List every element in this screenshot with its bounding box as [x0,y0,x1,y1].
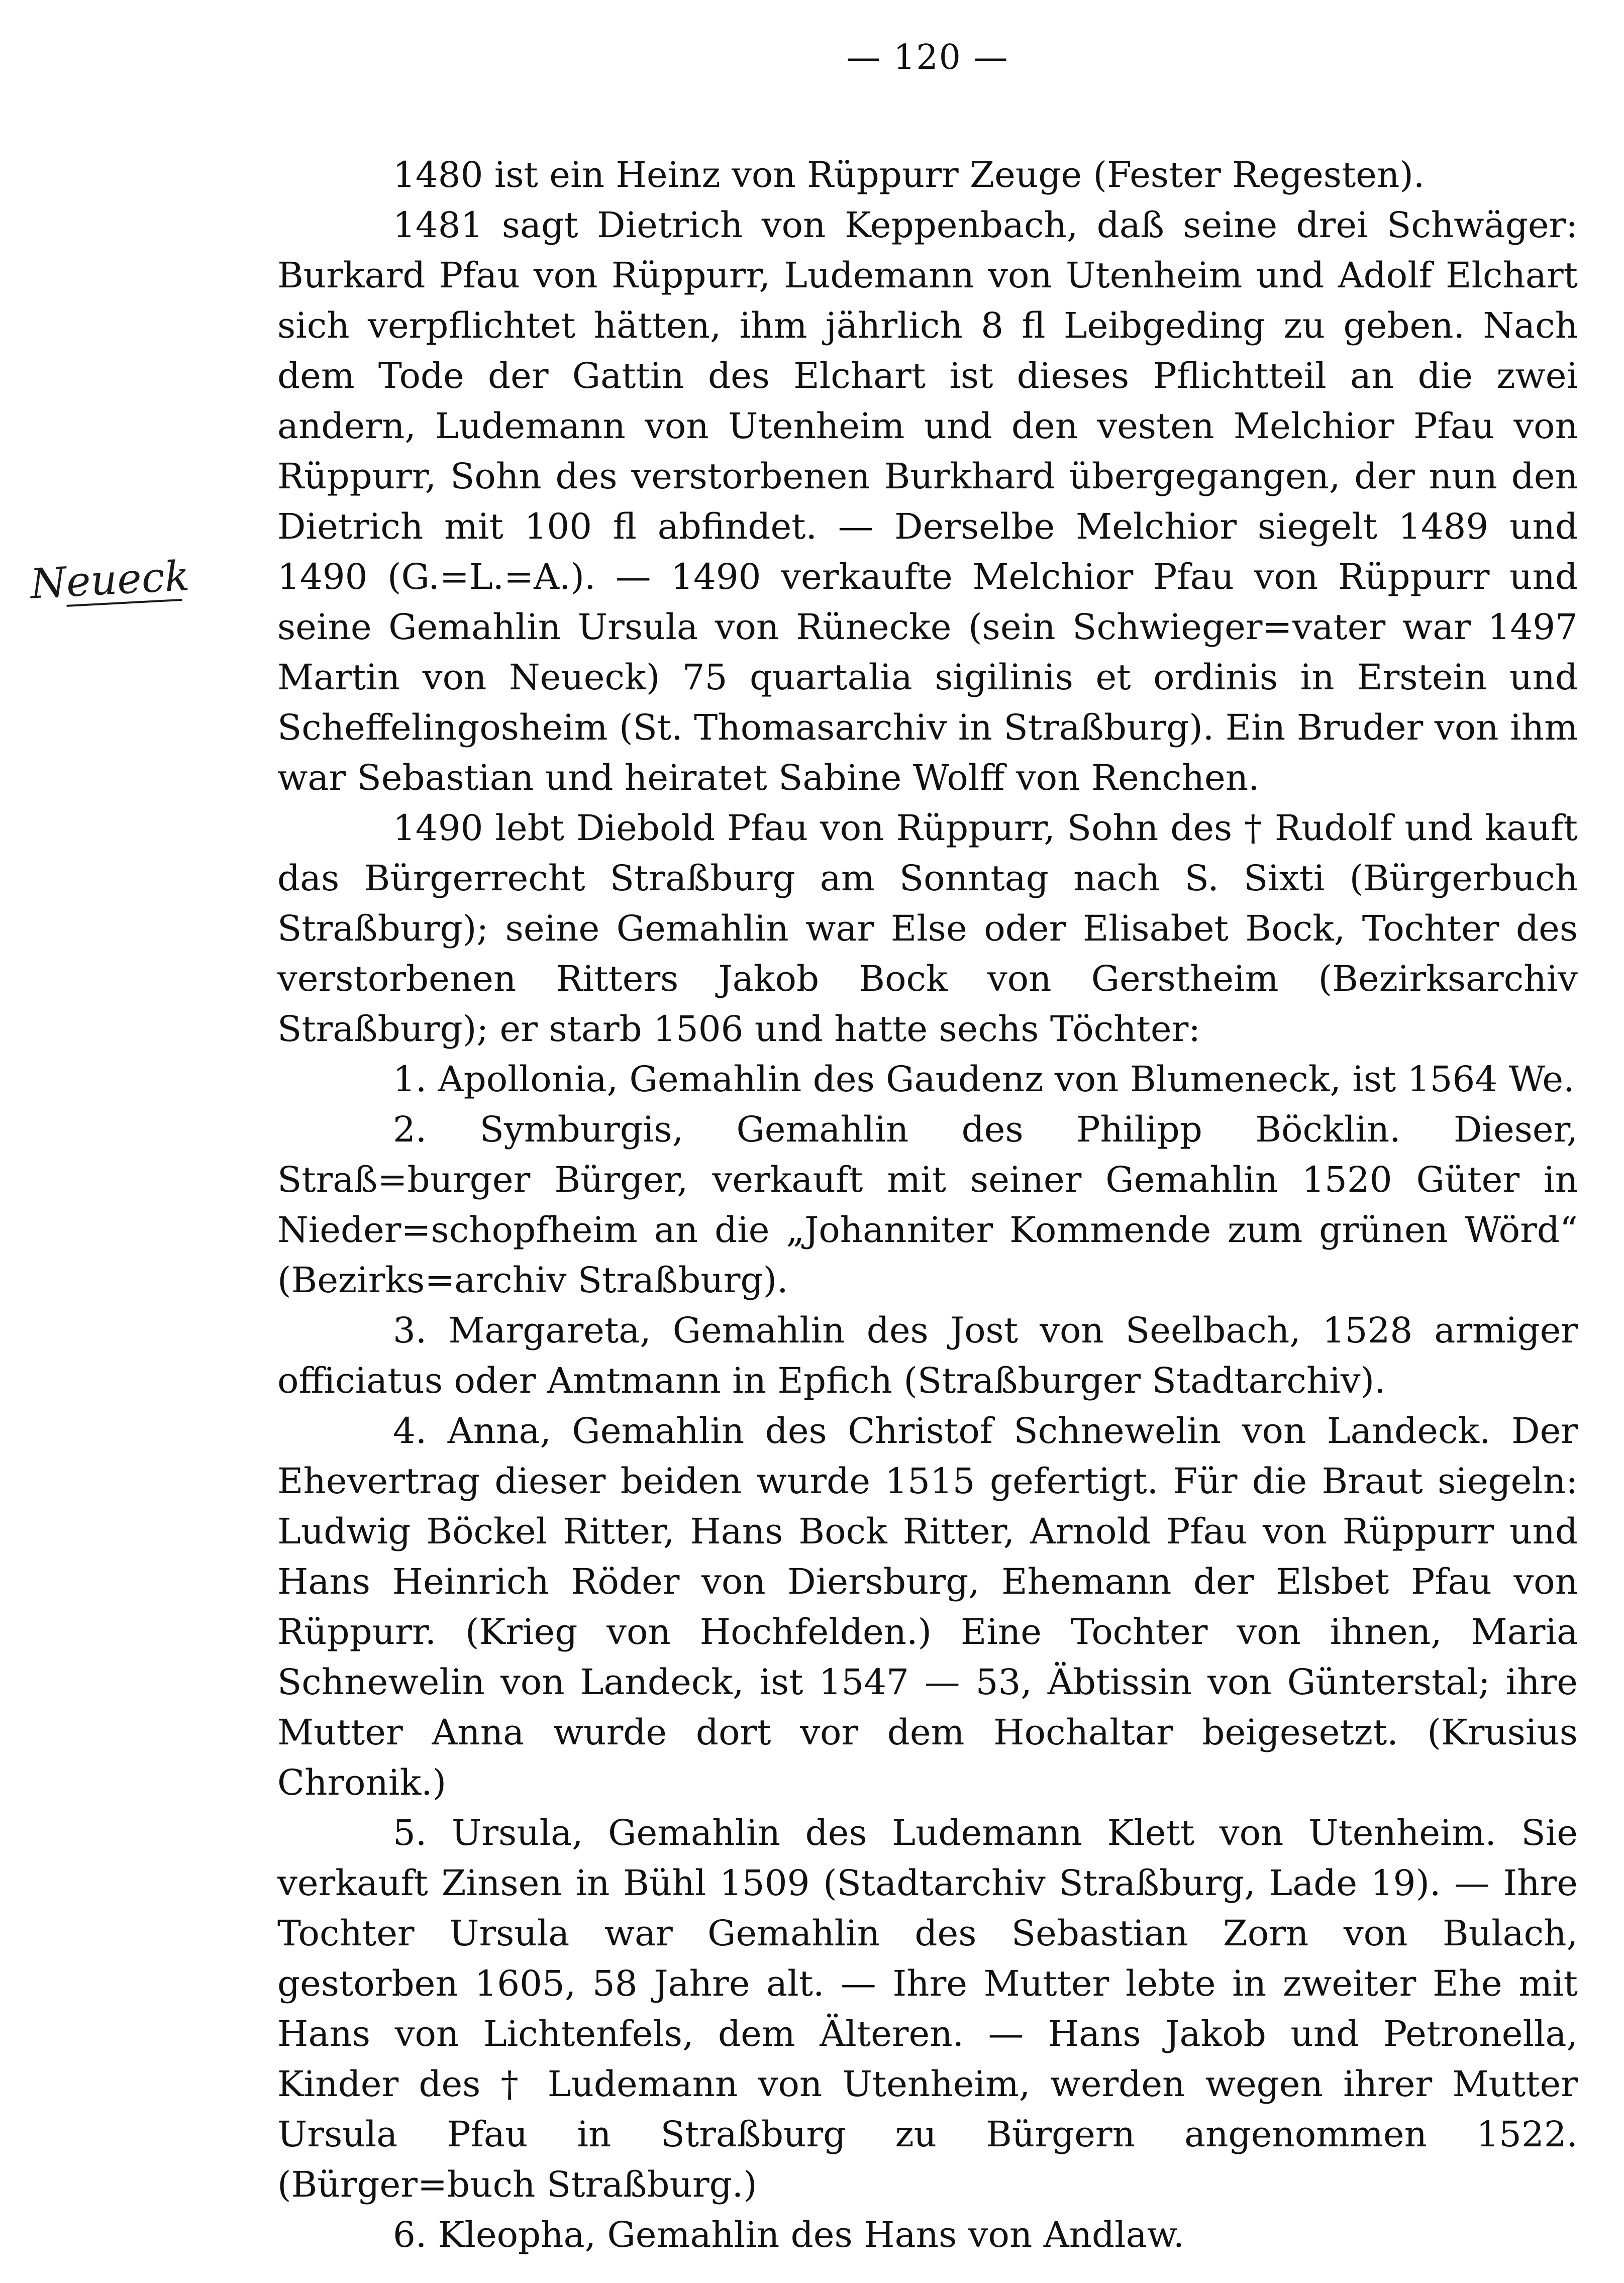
list-item-kleopha: 6. Kleopha, Gemahlin des Hans von Andlaw. [393,2214,1185,2255]
paragraph-1490-diebold: 1490 lebt Diebold Pfau von Rüppurr, Sohn des † Rudolf und kauft das Bürgerrecht Straßburg am Sonntag nach S. Sixti (Bürgerbuch Straßburg); seine Gemahlin war Else oder Elisabet Bock, Tochter des verstorbenen Ritters Jakob Bock von Gerstheim (Bezirksarchiv Straßburg); er starb 1506 und hatte sechs Töchter: [277,807,1578,1050]
paragraph-1480-heinz: 1480 ist ein Heinz von Rüppurr Zeuge (Fester Regesten). [393,154,1425,195]
paragraph-1481-dietrich: 1481 sagt Dietrich von Keppenbach, daß seine drei Schwäger: Burkard Pfau von Rüppurr, Ludemann von Utenheim und Adolf Elchart sich verpflichtet hätten, ihm jährlich 8 fl Leibgeding zu geben. Nach dem Tode der Gattin des Elchart ist dieses Pflichtteil an die zwei andern, Ludemann von Utenheim und den vesten Melchior Pfau von Rüppurr, Sohn des verstorbenen Burkhard übergegangen, der nun den Dietrich mit 100 fl abfindet. — Derselbe Melchior siegelt 1489 und 1490 (G.=L.=A.). — 1490 verkaufte Melchior Pfau von Rüppurr und seine Gemahlin Ursula von Rünecke (sein Schwieger=vater war 1497 Martin von Neueck) 75 quartalia sigilinis et ordinis in Erstein und Scheffelingosheim (St. Thomasarchiv in Straßburg). Ein Bruder von ihm war Sebastian und heiratet Sabine Wolff von Renchen. [277,204,1578,798]
list-item-anna: 4. Anna, Gemahlin des Christof Schnewelin von Landeck. Der Ehevertrag dieser beiden wurde 1515 gefertigt. Für die Braut siegeln: Ludwig Böckel Ritter, Hans Bock Ritter, Arnold Pfau von Rüppurr und Hans Heinrich Röder von Diersburg, Ehemann der Elsbet Pfau von Rüppurr. (Krieg von Hochfelden.) Eine Tochter von ihnen, Maria Schnewelin von Landeck, ist 1547 — 53, Äbtissin von Günterstal; ihre Mutter Anna wurde dort vor dem Hochaltar beigesetzt. (Krusius Chronik.) [277,1410,1578,1803]
list-item-apollonia: 1. Apollonia, Gemahlin des Gaudenz von Blumeneck, ist 1564 We. [393,1059,1575,1100]
margin-annotation [29,551,197,608]
page-number: — 120 — [846,38,1009,77]
list-item-symburgis: 2. Symburgis, Gemahlin des Philipp Böcklin. Dieser, Straß=burger Bürger, verkauft mit seiner Gemahlin 1520 Güter in Nieder=schopfheim an die „Johanniter Kommende zum grünen Wörd“ (Bezirks=archiv Straßburg). [277,1109,1578,1301]
page-body [277,150,1578,2260]
list-item-margareta: 3. Margareta, Gemahlin des Jost von Seelbach, 1528 armiger officiatus oder Amtmann in Epfich (Straßburger Stadtarchiv). [277,1310,1578,1401]
handwritten-note: Neueck [29,552,191,608]
list-item-ursula: 5. Ursula, Gemahlin des Ludemann Klett von Utenheim. Sie verkauft Zinsen in Bühl 1509 (Stadtarchiv Straßburg, Lade 19). — Ihre Tochter Ursula war Gemahlin des Sebastian Zorn von Bulach, gestorben 1605, 58 Jahre alt. — Ihre Mutter lebte in zweiter Ehe mit Hans von Lichtenfels, dem Älteren. — Hans Jakob und Petronella, Kinder des † Ludemann von Utenheim, werden wegen ihrer Mutter Ursula Pfau in Straßburg zu Bürgern angenommen 1522. (Bürger=buch Straßburg.) [277,1812,1578,2205]
document-page [277,30,1578,2261]
